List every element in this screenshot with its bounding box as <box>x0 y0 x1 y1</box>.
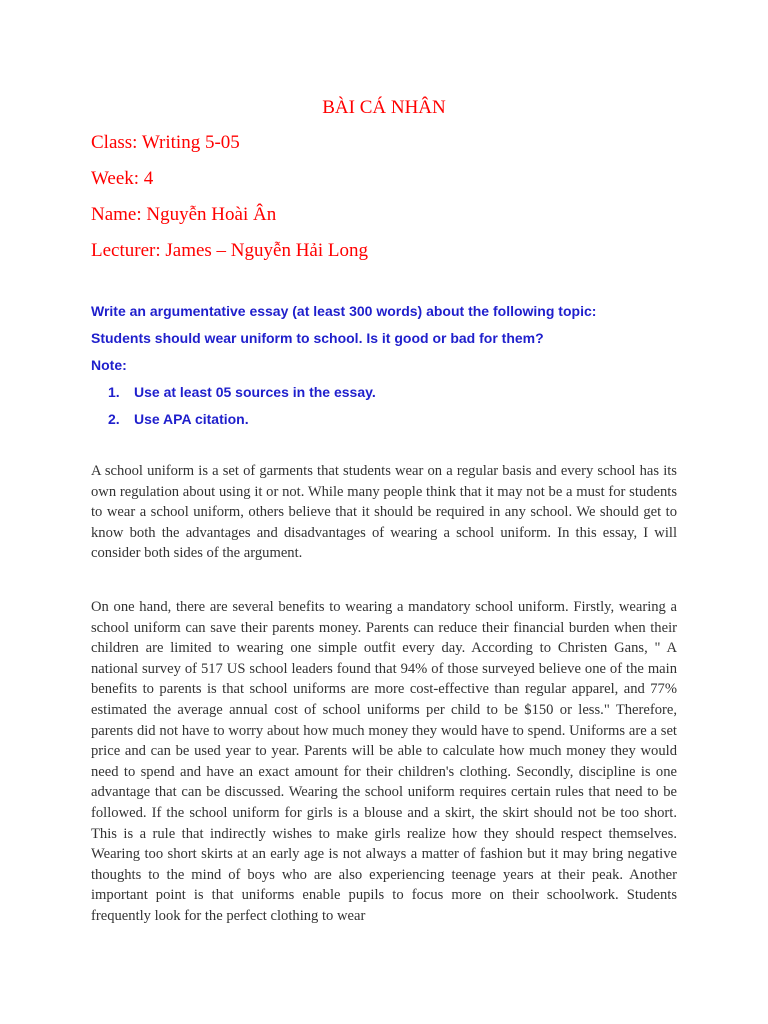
essay-paragraph-body: On one hand, there are several benefits to wearing a mandatory school uniform. Firstly, wearing a school uniform can save their parents money. Parents can reduce their financial burden when their children are limited to wearing one simple outfit every day. According to Christen Gans, " A national survey of 517 US school leaders found that 94% of those surveyed believe one of the main benefits to parents is that school uniforms are more cost-effective than regular apparel, and 77% estimated the average annual cost of school uniforms per child to be $150 or less." Therefore, parents did not have to worry about how much money they would have to spend. Uniforms are a set price and can be used year to year. Parents will be able to calculate how much money they would need to spend and have an exact amount for their children's clothing. Secondly, discipline is one advantage that can be discussed. Wearing the school uniform requires certain rules that need to be followed. If the school uniform for girls is a blouse and a skirt, the skirt should not be too short. This is a rule that indirectly wishes to make girls realize how they should respect themselves. Wearing too short skirts at an early age is not always a matter of fashion but it may bring negative thoughts to the mind of boys who are also experiencing teenage years at their peak. Another important point is that uniforms enable pupils to focus more on their schoolwork. Students frequently look for the perfect clothing to wear <box>91 599 677 924</box>
essay-prompt-line-1: Write an argumentative essay (at least 300 words) about the following topic: <box>91 303 597 319</box>
class-line: Class: Writing 5-05 <box>91 132 240 153</box>
student-name-line: Name: Nguyễn Hoài Ân <box>91 204 277 225</box>
requirement-item <box>108 410 249 428</box>
week-line: Week: 4 <box>91 168 154 189</box>
essay-paragraph-intro: A school uniform is a set of garments that students wear on a regular basis and every school has its own regulation about using it or not. While many people think that it may not be a must for students to wear a school uniform, others believe that it should be required in any school. We should get to know both the advantages and disadvantages of wearing a school uniform. In this essay, I will consider both sides of the argument. <box>91 463 677 562</box>
requirement-text: Use at least 05 sources in the essay. <box>134 384 376 400</box>
note-label: Note: <box>91 357 127 373</box>
lecturer-line: Lecturer: James – Nguyễn Hải Long <box>91 240 368 261</box>
requirement-item <box>108 383 376 401</box>
requirement-number: 1. <box>108 384 120 400</box>
requirement-number: 2. <box>108 411 120 427</box>
requirement-text: Use APA citation. <box>134 411 249 427</box>
document-title: BÀI CÁ NHÂN <box>322 97 446 118</box>
essay-prompt-line-2: Students should wear uniform to school. Is it good or bad for them? <box>91 330 544 346</box>
